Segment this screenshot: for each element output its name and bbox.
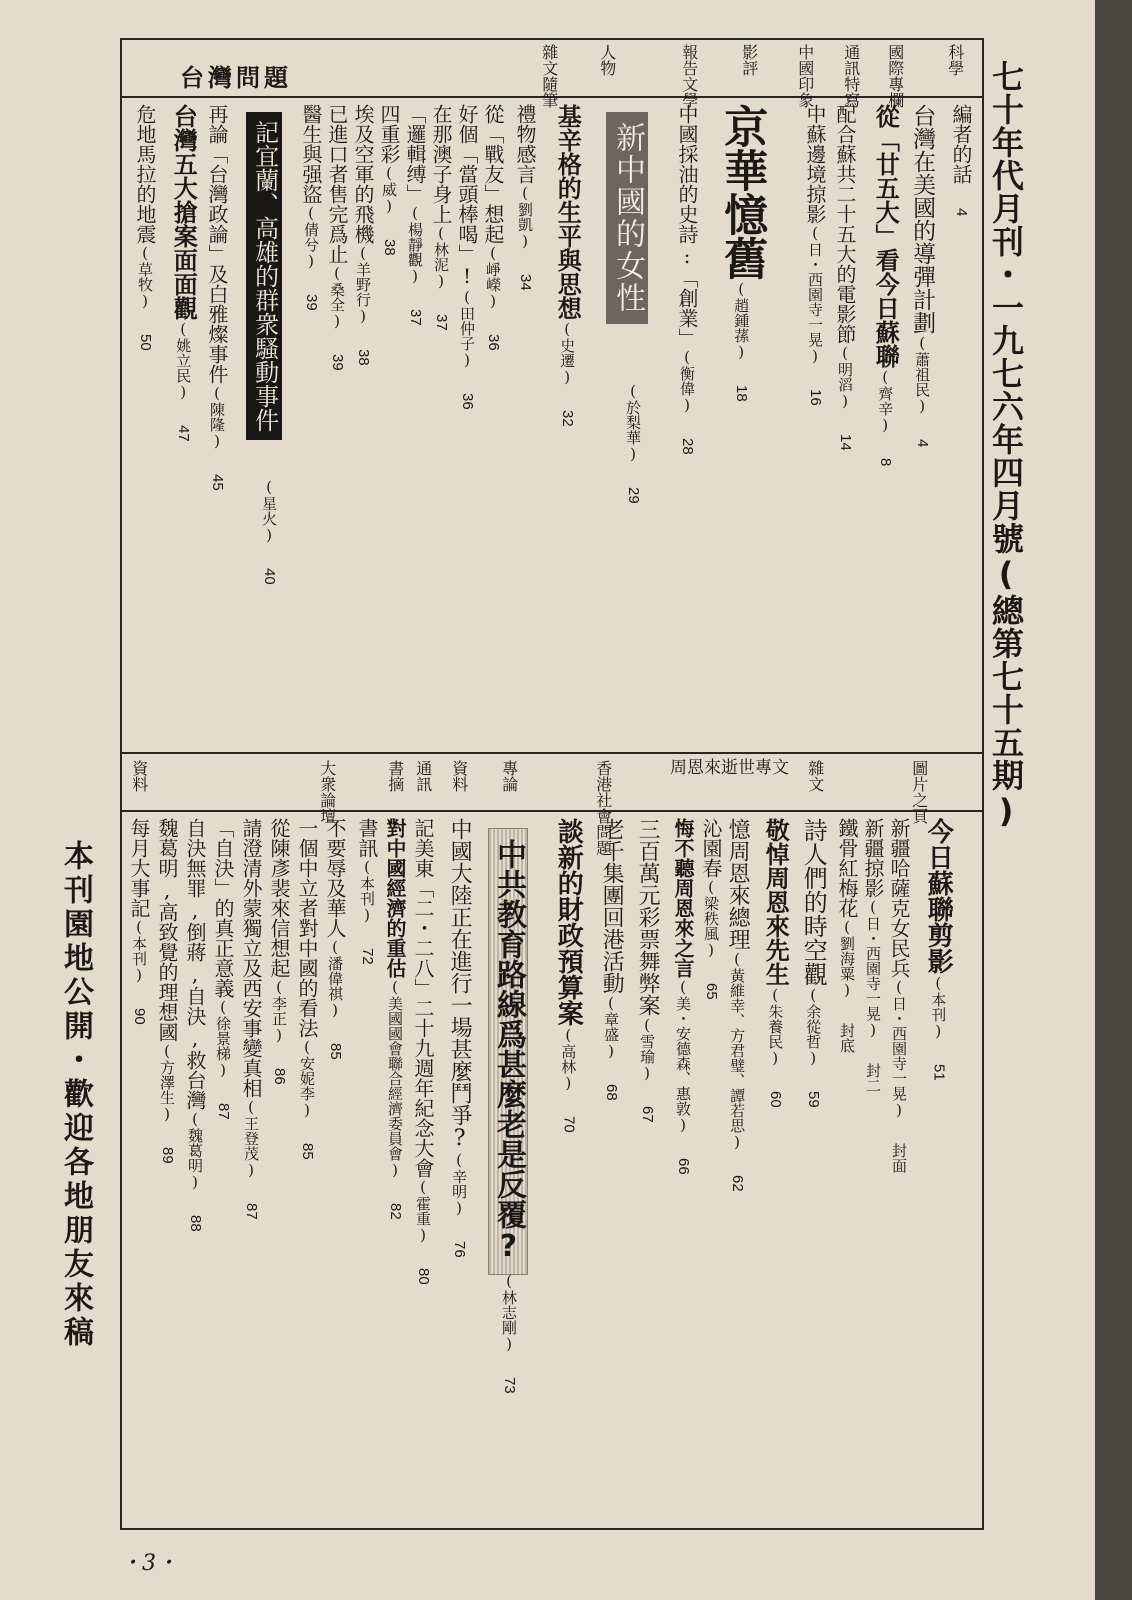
section-taiwan-header: 台灣問題 — [180, 64, 292, 92]
entry-soviet-25: 從「廿五大」看今日蘇聯(齊辛) 8 — [871, 104, 900, 467]
entry-jingdao: 敬悼周恩來先生(朱養民) 60 — [761, 818, 790, 1108]
section-label-zhuanlun: 專論 — [499, 760, 519, 792]
entry-kissinger: 基辛格的生平與思想(史遷) 32 — [553, 104, 582, 427]
entry-manila: 危地馬拉的地震(草牧) 50 — [133, 104, 157, 351]
entry-meidong: 記美東「二・二八」二十九週年紀念大會(霍重) 80 — [411, 818, 435, 1285]
entry-buyaoru: 不要辱及華人(潘偉祺) 85 — [323, 818, 347, 1060]
section-label-shuzhai: 書摘 — [385, 760, 405, 792]
entry-border: 中蘇邊境掠影(日・西園寺一晃) 16 — [803, 104, 827, 406]
entry-wuzui: 自決無罪,倒蔣,自決,救台灣(魏葛明) 88 — [183, 818, 207, 1232]
entry-huibu: 悔不聽周恩來之言(美・安德森、惠敦) 66 — [671, 818, 695, 1175]
page-edge-shadow — [1095, 0, 1132, 1600]
entry-aiji: 埃及空軍的飛機(羊野行) 38 — [351, 104, 375, 366]
section-label-zhou: 周恩來逝世專文 — [670, 758, 789, 778]
entry-danglou: 好個「當頭棒喝」!(田仲子) 36 — [455, 104, 479, 410]
section-label-tongxun-bottom: 通訊 — [413, 760, 433, 792]
entry-chengqing: 請澄清外蒙獨立及西安事變真相(王登茂) 87 — [239, 818, 263, 1220]
entry-jianying: 今日蘇聯剪影(本刊) 51 — [923, 818, 954, 1081]
entry-zhanyou: 從「戰友」想起(崢嶸) 36 — [481, 104, 505, 351]
bottom-header-divider — [120, 810, 982, 812]
entry-jinghua: 京華憶舊(趙鍾蓀) 18 — [716, 104, 768, 402]
entry-yilan-meta: (星火) 40 — [260, 478, 278, 585]
entry-shiren: 詩人們的時空觀(余從哲) 59 — [799, 818, 828, 1108]
entry-caizheng: 談新的財政預算案(高林) 70 — [553, 818, 584, 1133]
entry-qinyuan: 沁園春(梁秩風) 65 — [699, 818, 723, 1000]
entry-yi-zhou: 憶周恩來總理(黃維幸、方君璧、譚若思) 62 — [725, 818, 751, 1192]
entry-taiwan-missile: 台灣在美國的導彈計劃(蕭祖民) 4 — [909, 104, 936, 448]
entry-women-meta: (於梨華) 29 — [624, 382, 642, 504]
section-label-xianggang: 香港社會問題 — [593, 760, 613, 856]
section-label-dazhong: 大衆論壇 — [317, 760, 337, 824]
entry-zhongli: 一個中立者對中國的看法(安妮李) 85 — [295, 818, 319, 1160]
middle-divider — [120, 752, 982, 754]
entry-jingji: 對中國經濟的重估(美國國會聯合經濟委員會) 82 — [383, 818, 407, 1220]
entry-chenyan: 從陳彥裴來信想起(李正) 86 — [267, 818, 291, 1085]
section-label-tupian: 圖片之頁 — [909, 760, 929, 824]
section-label-guoji: 國際專欄 — [885, 44, 905, 108]
entry-jinkou: 已進口者售完爲止(桑全) 39 — [325, 104, 349, 371]
section-label-baogao: 報告文學 — [679, 44, 699, 108]
entry-zailun: 再論「台灣政論」及白雅燦事件(陳隆) 45 — [205, 104, 229, 491]
entry-oil: 中國採油的史詩:「創業」(衡偉) 28 — [675, 104, 699, 455]
entry-xinjiang: 新疆哈薩克女民兵(日・西園寺一晃) 封面 — [887, 818, 911, 1173]
entry-xinjiang2: 新疆掠影(日・西園寺一晃) 封二 — [861, 818, 885, 1093]
page-number: ・3・ — [120, 1551, 178, 1576]
entry-zijue: 「自決」的真正意義(徐景梯) 87 — [211, 818, 235, 1120]
entry-laoqian: 老千集團回港活動(章盛) 68 — [599, 818, 625, 1101]
entry-aozi: 在那澳子身上(林泥) 37 — [429, 104, 453, 331]
section-label-renwu: 人物 — [597, 44, 617, 76]
slogan: 本刊園地公開・歡迎各地朋友來稿 — [58, 840, 93, 1350]
section-label-zhongguo: 中國印象 — [795, 44, 815, 108]
section-label-kexue: 科學 — [945, 44, 965, 76]
entry-dashiji: 每月大事記(本刊) 90 — [127, 818, 151, 1025]
entry-weige: 魏葛明,高致覺的理想國(方澤生) 89 — [155, 818, 179, 1164]
entry-caipiao: 三百萬元彩票舞弊案(雪瑜) 67 — [635, 818, 661, 1123]
section-label-ziliao1: 資料 — [449, 760, 469, 792]
entry-qiangan: 台灣五大搶案面面觀(姚立民) 47 — [169, 104, 198, 442]
banner-yilan: 記宜蘭、高雄的群衆騷動事件 — [246, 112, 282, 440]
section-label-bottom-zawen: 雜文 — [805, 760, 825, 792]
masthead-title: 七十年代月刊・一九七六年四月號(總第七十五期) — [987, 60, 1025, 831]
banner-jiaoyu: 中共教育路線爲甚麼老是反覆? — [488, 828, 528, 1275]
entry-film-fest: 配合蘇共二十五大的電影節(明滔) 14 — [833, 104, 857, 451]
entry-jiaoyu-meta: (林志剛) 73 — [500, 1272, 518, 1394]
entry-gift: 禮物感言(劉凱) 34 — [513, 104, 537, 291]
entry-shuxun: 書訊(本刊) 72 — [355, 818, 379, 965]
section-label-tongxun: 通訊特寫 — [841, 44, 861, 108]
entry-editor: 編者的話 4 — [949, 104, 973, 217]
section-label-yingping: 影評 — [739, 44, 759, 76]
entry-yisheng: 醫生與强盜(倩兮) 39 — [299, 104, 323, 311]
section-label-zawen: 雜文隨筆 — [539, 44, 559, 108]
section-label-ziliao2: 資料 — [129, 760, 149, 792]
entry-dalu: 中國大陸正在進行一場甚麼鬥爭?(辛明) 76 — [447, 818, 473, 1258]
banner-women: 新中國的女性 — [606, 112, 648, 324]
entry-luoji: 「邏輯缚」(楊靜觀) 37 — [403, 104, 427, 326]
entry-sichong: 四重彩(威) 38 — [377, 104, 401, 256]
entry-meihua: 鐵骨紅梅花(劉海粟) 封底 — [835, 818, 859, 1053]
